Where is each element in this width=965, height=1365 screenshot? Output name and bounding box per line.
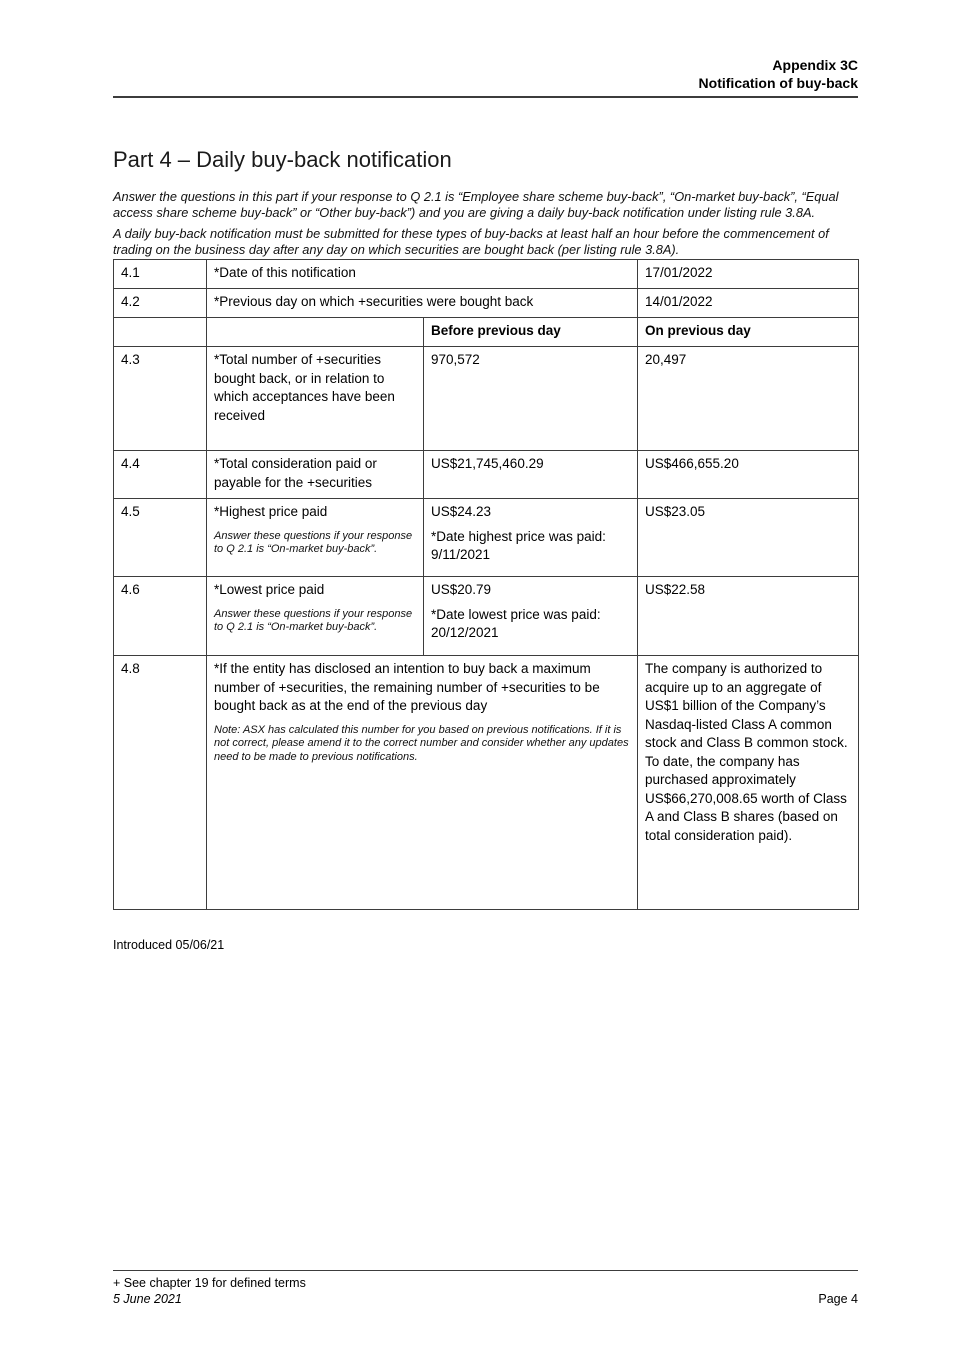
question-note-4-8: Note: ASX has calculated this number for you based on previous notifications. If it is not correct, please amend it to the correct number and consider whether any updates need to be made to previous notifications. xyxy=(214,723,629,763)
question-number-4-8: 4.8 xyxy=(114,656,207,910)
highest-price-date: *Date highest price was paid: 9/11/2021 xyxy=(431,528,606,563)
answer-on-4-3: 20,497 xyxy=(638,347,859,451)
introduced-note: Introduced 05/06/21 xyxy=(113,938,225,953)
table-row-4-1 xyxy=(114,260,859,289)
section-title: Part 4 – Daily buy-back notification xyxy=(113,147,452,172)
table-row-4-2 xyxy=(114,289,859,318)
column-header-before-previous-day: Before previous day xyxy=(424,318,638,347)
answer-before-4-5 xyxy=(424,499,638,577)
footer-defined-terms: + See chapter 19 for defined terms xyxy=(113,1276,306,1290)
question-note-4-5: Answer these questions if your response to Q 2.1 is “On-market buy-back”. xyxy=(214,529,413,556)
question-label-4-5 xyxy=(207,499,424,577)
answer-value-4-1: 17/01/2022 xyxy=(638,260,859,289)
question-label-text-4-6: *Lowest price paid xyxy=(214,582,325,598)
question-number-4-6: 4.6 xyxy=(114,577,207,656)
answer-on-4-5: US$23.05 xyxy=(638,499,859,577)
footer-second-row xyxy=(113,1292,858,1308)
question-number-4-5: 4.5 xyxy=(114,499,207,577)
footer-page-number: Page 4 xyxy=(818,1291,858,1306)
question-number-4-1: 4.1 xyxy=(114,260,207,289)
question-label-4-1: *Date of this notification xyxy=(207,260,638,289)
question-number-4-4: 4.4 xyxy=(114,451,207,499)
appendix-title: Appendix 3C xyxy=(772,57,858,73)
question-number-4-2: 4.2 xyxy=(114,289,207,318)
table-row-4-3 xyxy=(114,347,859,451)
intro-paragraph-2: A daily buy-back notification must be submitted for these types of buy-backs at least half an hour before the commencement of trading on the business day after any day on which securities are bought back (per listing rule 3.8A). xyxy=(113,226,829,257)
page-footer xyxy=(113,1270,858,1307)
answer-value-4-2: 14/01/2022 xyxy=(638,289,859,318)
empty-cell xyxy=(114,318,207,347)
column-header-on-previous-day: On previous day xyxy=(638,318,859,347)
buyback-notification-table xyxy=(113,259,859,910)
question-label-4-3: *Total number of +securities bought back, or in relation to which acceptances have been received xyxy=(207,347,424,451)
footer-date: 5 June 2021 xyxy=(113,1291,182,1306)
question-number-4-3: 4.3 xyxy=(114,347,207,451)
intro-text xyxy=(113,189,858,257)
table-row-4-6 xyxy=(114,577,859,656)
answer-value-4-8: The company is authorized to acquire up to an aggregate of US$1 billion of the Company’s Nasdaq-listed Class A common stock and Class B common stock. To date, the company has purchased approximately US$66,270,008.65 worth of Class A and Class B shares (based on total consideration paid). xyxy=(638,656,859,910)
answer-before-4-3: 970,572 xyxy=(424,347,638,451)
table-row-4-4 xyxy=(114,451,859,499)
question-note-4-6: Answer these questions if your response to Q 2.1 is “On-market buy-back”. xyxy=(214,607,413,634)
question-label-4-6 xyxy=(207,577,424,656)
table-column-header-row xyxy=(114,318,859,347)
question-label-text-4-8: *If the entity has disclosed an intention to buy back a maximum number of +securities, the remaining number of +securities to be bought back as at the end of the previous day xyxy=(214,661,600,714)
answer-before-4-4: US$21,745,460.29 xyxy=(424,451,638,499)
question-label-4-2: *Previous day on which +securities were bought back xyxy=(207,289,638,318)
empty-cell xyxy=(207,318,424,347)
question-label-4-8 xyxy=(207,656,638,910)
page-header xyxy=(113,0,858,98)
lowest-price-date: *Date lowest price was paid: 20/12/2021 xyxy=(431,606,601,641)
answer-on-4-6: US$22.58 xyxy=(638,577,859,656)
table-row-4-8 xyxy=(114,656,859,910)
intro-paragraph-1: Answer the questions in this part if your response to Q 2.1 is “Employee share scheme buy-back”, “On-market buy-back”, “Equal access share scheme buy-back” or “Other buy-back”) and you are giving a daily buy-back notification under listing rule 3.8A. xyxy=(113,189,839,220)
table-row-4-5 xyxy=(114,499,859,577)
lowest-price-value: US$20.79 xyxy=(431,582,492,598)
highest-price-value: US$24.23 xyxy=(431,504,492,520)
answer-before-4-6 xyxy=(424,577,638,656)
answer-on-4-4: US$466,655.20 xyxy=(638,451,859,499)
question-label-text-4-5: *Highest price paid xyxy=(214,504,328,520)
appendix-subtitle: Notification of buy-back xyxy=(698,75,858,91)
question-label-4-4: *Total consideration paid or payable for the +securities xyxy=(207,451,424,499)
